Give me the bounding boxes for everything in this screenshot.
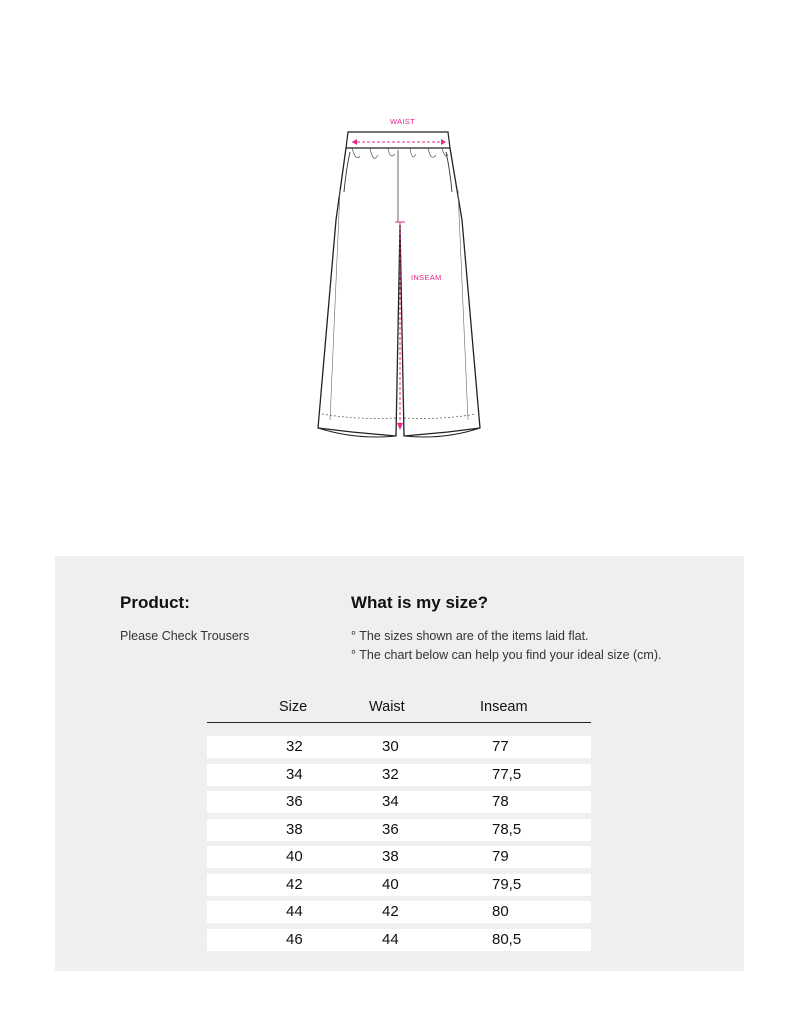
header-divider	[207, 722, 591, 723]
column-header-waist: Waist	[369, 699, 405, 715]
size-cell: 34	[286, 765, 303, 783]
waist-cell: 30	[382, 738, 399, 755]
waist-label: WAIST	[390, 117, 415, 126]
table-row	[207, 901, 591, 923]
inseam-cell: 77,5	[492, 765, 522, 783]
size-cell: 38	[286, 820, 303, 838]
size-info-panel	[55, 556, 744, 971]
inseam-cell: 78	[492, 793, 509, 810]
table-row	[207, 846, 591, 868]
product-heading: Product:	[120, 593, 190, 612]
size-note-1: ° The sizes shown are of the items laid flat.	[351, 629, 589, 643]
size-cell: 36	[286, 793, 303, 810]
table-row	[207, 819, 591, 841]
size-help-heading: What is my size?	[351, 593, 488, 612]
table-row	[207, 736, 591, 758]
table-row	[207, 929, 591, 951]
waist-cell: 36	[382, 820, 399, 838]
waist-cell: 34	[382, 793, 399, 810]
table-row	[207, 874, 591, 896]
size-cell: 44	[286, 903, 303, 920]
size-note-2: ° The chart below can help you find your ideal size (cm).	[351, 648, 662, 662]
inseam-label: INSEAM	[411, 273, 442, 282]
product-name: Please Check Trousers	[120, 629, 250, 643]
waist-cell: 42	[382, 903, 399, 920]
inseam-cell: 80	[492, 903, 509, 920]
inseam-cell: 78,5	[492, 820, 522, 838]
size-cell: 40	[286, 848, 303, 865]
size-cell: 46	[286, 930, 303, 948]
size-cell: 32	[286, 738, 303, 755]
inseam-cell: 80,5	[492, 930, 522, 948]
trousers-illustration	[300, 110, 500, 450]
waist-cell: 38	[382, 848, 399, 865]
waist-cell: 32	[382, 765, 399, 783]
column-header-inseam: Inseam	[480, 699, 528, 715]
column-header-size: Size	[279, 699, 308, 715]
inseam-cell: 79,5	[492, 875, 522, 893]
waist-cell: 44	[382, 930, 399, 948]
inseam-cell: 79	[492, 848, 509, 865]
table-row	[207, 791, 591, 813]
size-cell: 42	[286, 875, 303, 893]
inseam-cell: 77	[492, 738, 509, 755]
waist-cell: 40	[382, 875, 399, 893]
table-row	[207, 764, 591, 786]
